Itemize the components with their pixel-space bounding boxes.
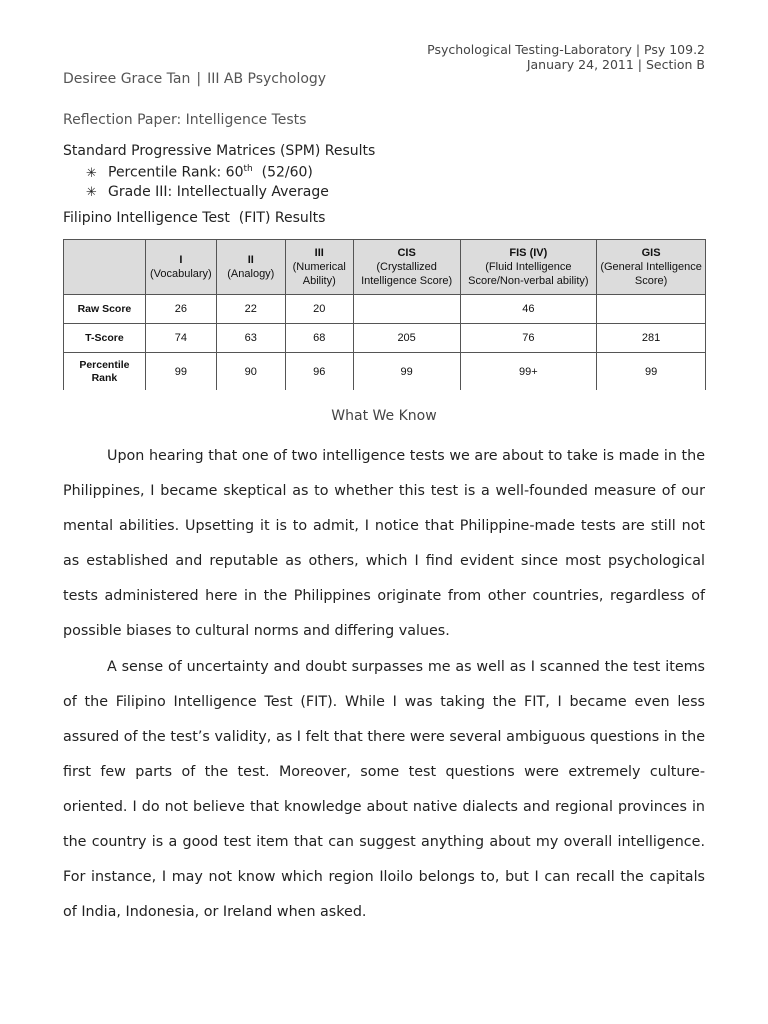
column-code: I bbox=[179, 254, 183, 266]
course-line: Psychological Testing-Laboratory | Psy 109.2 bbox=[427, 42, 705, 57]
paragraph: A sense of uncertainty and doubt surpasses me as well as I scanned the test items of the Filipino Intelligence Test (FIT). While I was taking the FIT, I became even less assured of the test’s validity, as I felt that there were several ambiguous questions in the first few parts of the test. Moreover, some test questions were extremely culture-oriented. I do not believe that knowledge about native dialects and regional provinces in the country is a good test item that can suggest anything about my overall intelligence. For instance, I may not know which region Iloilo belongs to, but I can recall the capitals of India, Indonesia, or Ireland when asked. bbox=[63, 658, 705, 921]
table-cell bbox=[597, 295, 706, 324]
table-cell: 26 bbox=[145, 295, 216, 324]
column-code: III bbox=[314, 247, 324, 259]
table-cell: 99 bbox=[145, 353, 216, 391]
rank-suffix: (52/60) bbox=[252, 164, 313, 181]
table-cell: 22 bbox=[216, 295, 285, 324]
date-line: January 24, 2011 | Section B bbox=[526, 57, 705, 72]
list-item bbox=[86, 183, 329, 202]
row-label: Raw Score bbox=[64, 295, 146, 324]
table-row bbox=[64, 324, 706, 353]
column-header bbox=[216, 240, 285, 295]
column-desc: (Numerical Ability) bbox=[292, 261, 346, 287]
table-cell: 96 bbox=[285, 353, 353, 391]
table-cell: 99+ bbox=[460, 353, 597, 391]
table-cell: 20 bbox=[285, 295, 353, 324]
column-code: II bbox=[247, 254, 254, 266]
paper-title: Reflection Paper: Intelligence Tests bbox=[63, 112, 307, 128]
table-cell: 74 bbox=[145, 324, 216, 353]
bullet-star-icon: ✳ bbox=[86, 184, 97, 200]
rank-superscript: th bbox=[243, 164, 253, 174]
table-header-row bbox=[64, 240, 706, 295]
spm-grade: Grade III: Intellectually Average bbox=[108, 183, 329, 200]
table-row bbox=[64, 295, 706, 324]
author-line bbox=[63, 71, 326, 87]
table-cell: 281 bbox=[597, 324, 706, 353]
table-cell bbox=[353, 295, 460, 324]
table-cell: 46 bbox=[460, 295, 597, 324]
column-header bbox=[285, 240, 353, 295]
table-cell: 205 bbox=[353, 324, 460, 353]
spm-results-list bbox=[86, 160, 329, 202]
fit-results-table bbox=[63, 239, 706, 390]
table-cell: 90 bbox=[216, 353, 285, 391]
section-title: What We Know bbox=[331, 408, 437, 424]
column-desc: (Analogy) bbox=[227, 268, 275, 280]
author-separator: | bbox=[196, 71, 202, 87]
corner-cell bbox=[64, 240, 146, 295]
table-cell: 76 bbox=[460, 324, 597, 353]
table-cell: 68 bbox=[285, 324, 353, 353]
author-name: Desiree Grace Tan bbox=[63, 71, 191, 87]
column-desc: (Vocabulary) bbox=[149, 268, 212, 280]
rank-prefix: Percentile Rank: 60 bbox=[108, 164, 244, 181]
spm-percentile-rank bbox=[108, 160, 313, 182]
table-row bbox=[64, 353, 706, 391]
column-code: CIS bbox=[397, 247, 416, 259]
page-header bbox=[427, 42, 705, 72]
column-desc: (General Intelligence Score) bbox=[600, 261, 702, 287]
table-cell: 63 bbox=[216, 324, 285, 353]
column-code: FIS (IV) bbox=[509, 247, 548, 259]
column-desc: (Crystallized Intelligence Score) bbox=[361, 261, 453, 287]
table-cell: 99 bbox=[597, 353, 706, 391]
spm-heading: Standard Progressive Matrices (SPM) Results bbox=[63, 143, 376, 159]
body-text bbox=[63, 439, 705, 930]
paragraph: Upon hearing that one of two intelligence tests we are about to take is made in the Philippines, I became skeptical as to whether this test is a well-founded measure of our mental abilities. Upsetting it is to admit, I notice that Philippine-made tests are still not as established and reputable as others, which I find evident since most psychological tests administered here in the Philippines originate from other countries, regardless of possible biases to cultural norms and differing values. bbox=[63, 448, 705, 640]
list-item bbox=[86, 160, 329, 183]
table-cell: 99 bbox=[353, 353, 460, 391]
fit-heading: Filipino Intelligence Test (FIT) Results bbox=[63, 210, 326, 226]
column-code: GIS bbox=[641, 247, 661, 259]
column-header bbox=[145, 240, 216, 295]
column-header bbox=[353, 240, 460, 295]
row-label: Percentile Rank bbox=[64, 353, 146, 391]
row-label: T-Score bbox=[64, 324, 146, 353]
column-header bbox=[597, 240, 706, 295]
column-header bbox=[460, 240, 597, 295]
bullet-star-icon: ✳ bbox=[86, 165, 97, 181]
column-desc: (Fluid Intelligence Score/Non-verbal ability) bbox=[468, 261, 589, 287]
author-program: III AB Psychology bbox=[207, 71, 327, 87]
